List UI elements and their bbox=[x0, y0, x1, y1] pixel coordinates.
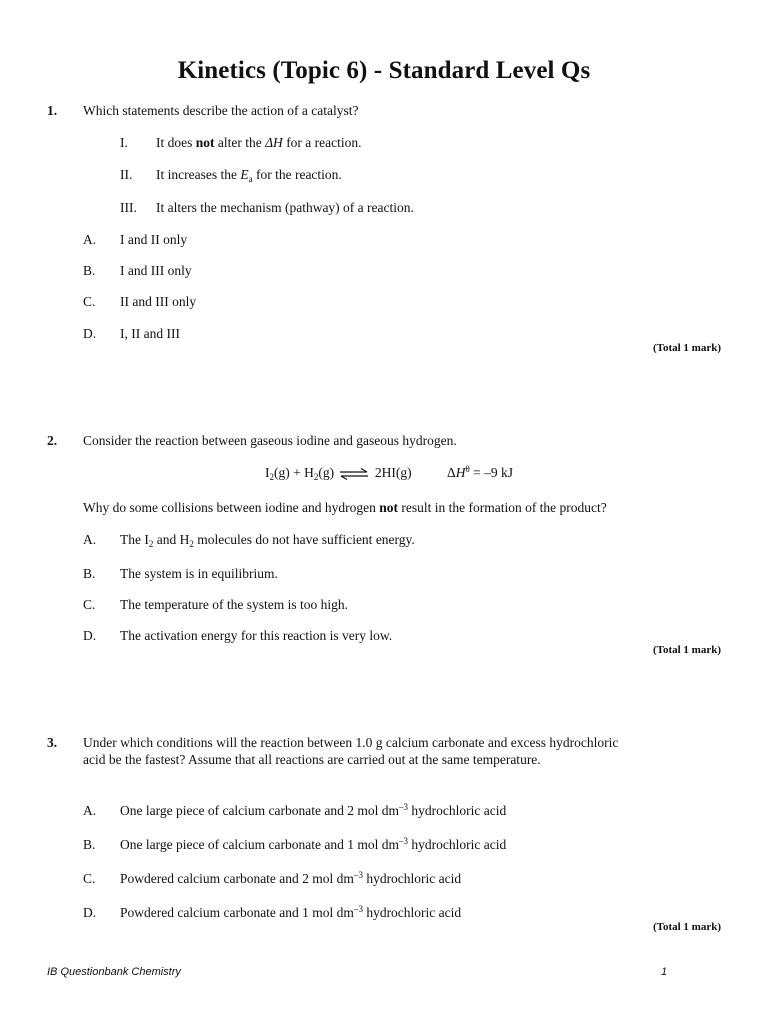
option-text: I and III only bbox=[120, 263, 192, 278]
option-text: The system is in equilibrium. bbox=[120, 566, 278, 581]
statement-text: It alters the mechanism (pathway) of a reaction. bbox=[156, 200, 414, 215]
page-title: Kinetics (Topic 6) - Standard Level Qs bbox=[177, 57, 591, 84]
total-mark: (Total 1 mark) bbox=[652, 921, 721, 933]
question-number: 3. bbox=[47, 735, 58, 750]
statement-roman: II. bbox=[120, 167, 133, 182]
option-letter: A. bbox=[83, 803, 97, 818]
question-prompt: Why do some collisions between iodine and hydrogen not result in the formation of the product? bbox=[83, 500, 607, 515]
option-text: One large piece of calcium carbonate and 1 mol $dm^{-3}$ hydrochloric acid bbox=[120, 836, 507, 852]
enthalpy-change: $\Delta H^\theta = -9$ kJ bbox=[447, 464, 513, 480]
statement-text: It increases the $E_a$ for the reaction. bbox=[156, 167, 342, 184]
question-number: 2. bbox=[47, 433, 58, 448]
total-mark: (Total 1 mark) bbox=[652, 644, 721, 656]
option-text: Powdered calcium carbonate and 1 mol $dm^{-3}$ hydrochloric acid bbox=[120, 904, 462, 920]
page-number: 1 bbox=[661, 966, 668, 978]
option-text: I and II only bbox=[120, 232, 188, 247]
total-mark: (Total 1 mark) bbox=[652, 342, 721, 354]
question-stem: Which statements describe the action of a catalyst? bbox=[83, 103, 359, 118]
option-letter: B. bbox=[83, 566, 96, 581]
question-stem: Under which conditions will the reaction between 1.0 g calcium carbonate and excess hydrochloric acid be the fastest? Assume that all reactions are carried out at the same temperature. bbox=[83, 735, 619, 767]
option-letter: D. bbox=[83, 326, 97, 341]
option-letter: D. bbox=[83, 628, 97, 643]
option-letter: B. bbox=[83, 263, 96, 278]
option-letter: A. bbox=[83, 232, 97, 247]
option-text: The activation energy for this reaction is very low. bbox=[120, 628, 393, 643]
option-text: One large piece of calcium carbonate and 2 mol $dm^{-3}$ hydrochloric acid bbox=[120, 802, 507, 818]
statement-text: It does not alter the ΔH for a reaction. bbox=[156, 135, 362, 150]
option-letter: C. bbox=[83, 597, 96, 612]
footer-source: IB Questionbank Chemistry bbox=[47, 966, 181, 978]
option-letter: D. bbox=[83, 905, 97, 920]
question-stem: Consider the reaction between gaseous iodine and gaseous hydrogen. bbox=[83, 433, 457, 448]
option-letter: A. bbox=[83, 532, 97, 547]
equilibrium-arrow-icon bbox=[339, 468, 369, 480]
option-letter: C. bbox=[83, 294, 96, 309]
option-text: Powdered calcium carbonate and 2 mol $dm^{-3}$ hydrochloric acid bbox=[120, 870, 462, 886]
statement-roman: I. bbox=[120, 135, 128, 150]
option-letter: B. bbox=[83, 837, 96, 852]
option-text: The temperature of the system is too high. bbox=[120, 597, 348, 612]
question-number: 1. bbox=[47, 103, 58, 118]
option-text: II and III only bbox=[120, 294, 197, 309]
option-text: I, II and III bbox=[120, 326, 180, 341]
reaction-equation: $I_2(g) + H_2(g)$ 2HI(g) bbox=[265, 465, 412, 482]
option-letter: C. bbox=[83, 871, 96, 886]
statement-roman: III. bbox=[120, 200, 137, 215]
option-text: The $I_2$ and $H_2$ molecules do not have sufficient energy. bbox=[120, 532, 415, 549]
